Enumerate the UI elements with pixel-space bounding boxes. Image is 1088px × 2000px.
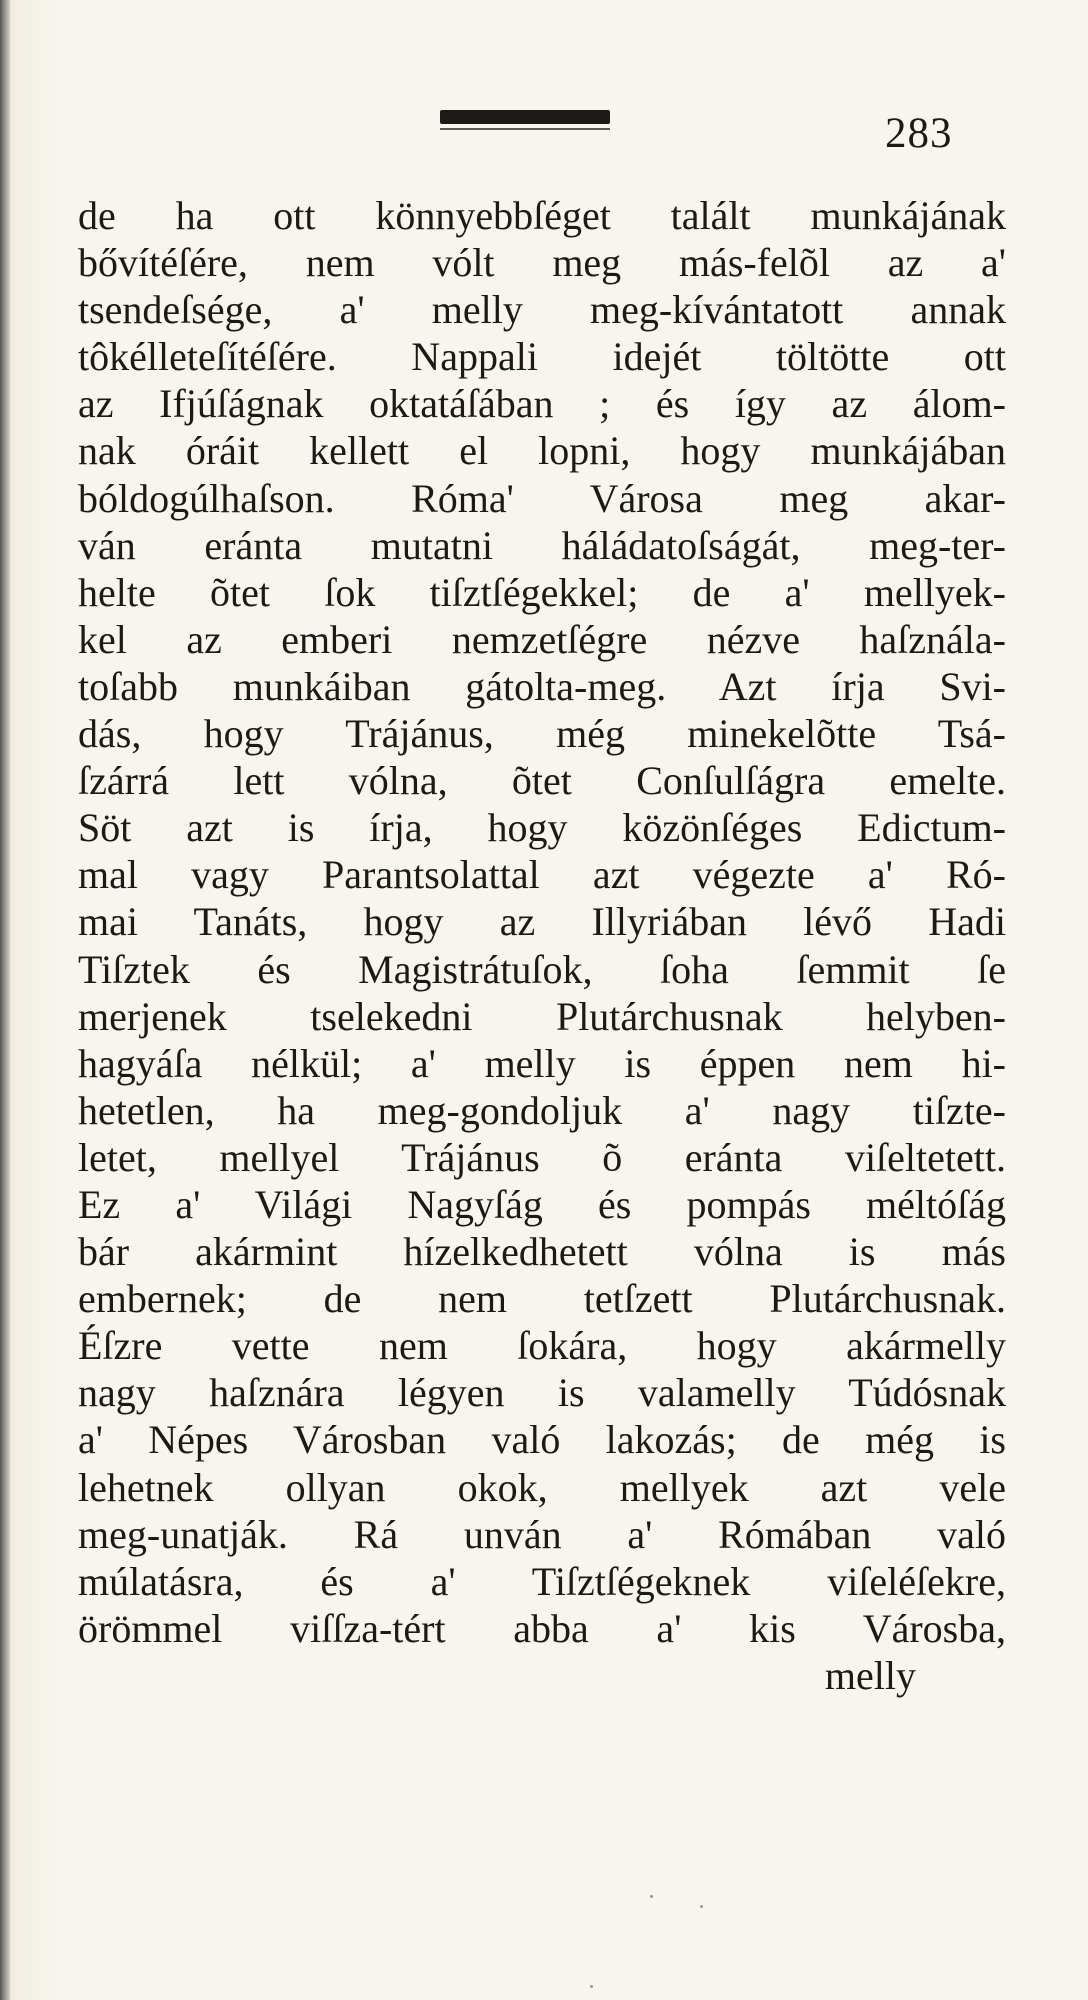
text-line: hetetlen, ha meg-gondoljuk a' nagy tiſzte- [78,1087,1006,1133]
text-line: ván eránta mutatni háládatoſságát, meg-ter- [78,522,1006,568]
paper-speck [590,1985,593,1988]
binding-edge [0,0,10,2000]
text-line: hagyáſa nélkül; a' melly is éppen nem hi- [78,1040,1006,1086]
text-line: bővítéſére, nem vólt meg más-felõl az a' [78,240,1006,286]
body-text [78,192,1006,1699]
text-line: örömmel viſſza-tért abba a' kis Városba, [78,1605,1006,1651]
paper-speck [650,1895,653,1898]
header-rule [440,110,610,124]
text-line: embernek; de nem tetſzett Plutárchusnak. [78,1276,1006,1322]
text-line: merjenek tselekedni Plutárchusnak helyben- [78,993,1006,1039]
page-number: 283 [885,110,953,157]
text-line: nak óráit kellett el lopni, hogy munkájában [78,428,1006,474]
text-line: Tiſztek és Magistrátuſok, ſoha ſemmit ſe [78,946,1006,992]
text-line: a' Népes Városban való lakozás; de még is [78,1417,1006,1463]
text-line: Ez a' Világi Nagyſág és pompás méltóſág [78,1181,1006,1227]
text-line: lehetnek ollyan okok, mellyek azt vele [78,1464,1006,1510]
text-line: múlatásra, és a' Tiſztſégeknek viſeléſekre, [78,1558,1006,1604]
text-line: letet, mellyel Trájánus õ eránta viſeltetett. [78,1134,1006,1180]
text-line: tsendeſsége, a' melly meg-kívántatott annak [78,287,1006,333]
text-line: Söt azt is írja, hogy közönſéges Edictum- [78,805,1006,851]
paper-speck [700,1905,703,1908]
text-line: dás, hogy Trájánus, még minekelõtte Tsá- [78,711,1006,757]
text-line: bár akármint hízelkedhetett vólna is más [78,1229,1006,1275]
catchword: melly [824,1652,916,1698]
text-line: ſzárrá lett vólna, õtet Conſulſágra emelte. [78,758,1006,804]
text-line: de ha ott könnyebbſéget talált munkájának [78,193,1006,238]
text-line: toſabb munkáiban gátolta-meg. Azt írja Svi- [78,663,1006,709]
text-line: mal vagy Parantsolattal azt végezte a' Ró- [78,852,1006,898]
text-line: mai Tanáts, hogy az Illyriában lévő Hadi [78,899,1006,945]
text-line: bóldogúlhaſson. Róma' Városa meg akar- [78,475,1006,521]
text-line: meg-unatják. Rá unván a' Rómában való [78,1511,1006,1557]
text-line: nagy haſznára légyen is valamelly Túdósnak [78,1370,1006,1416]
text-line: helte õtet ſok tiſztſégekkel; de a' mellyek- [78,569,1006,615]
text-line: kel az emberi nemzetſégre nézve haſznála- [78,616,1006,662]
text-line: az Ifjúſágnak oktatáſában ; és így az álom- [78,381,1006,427]
header-rule-underline [440,128,610,130]
text-line: Éſzre vette nem ſokára, hogy akármelly [78,1323,1006,1369]
text-line: tôkélleteſítéſére. Nappali idejét töltötte ott [78,334,1006,380]
